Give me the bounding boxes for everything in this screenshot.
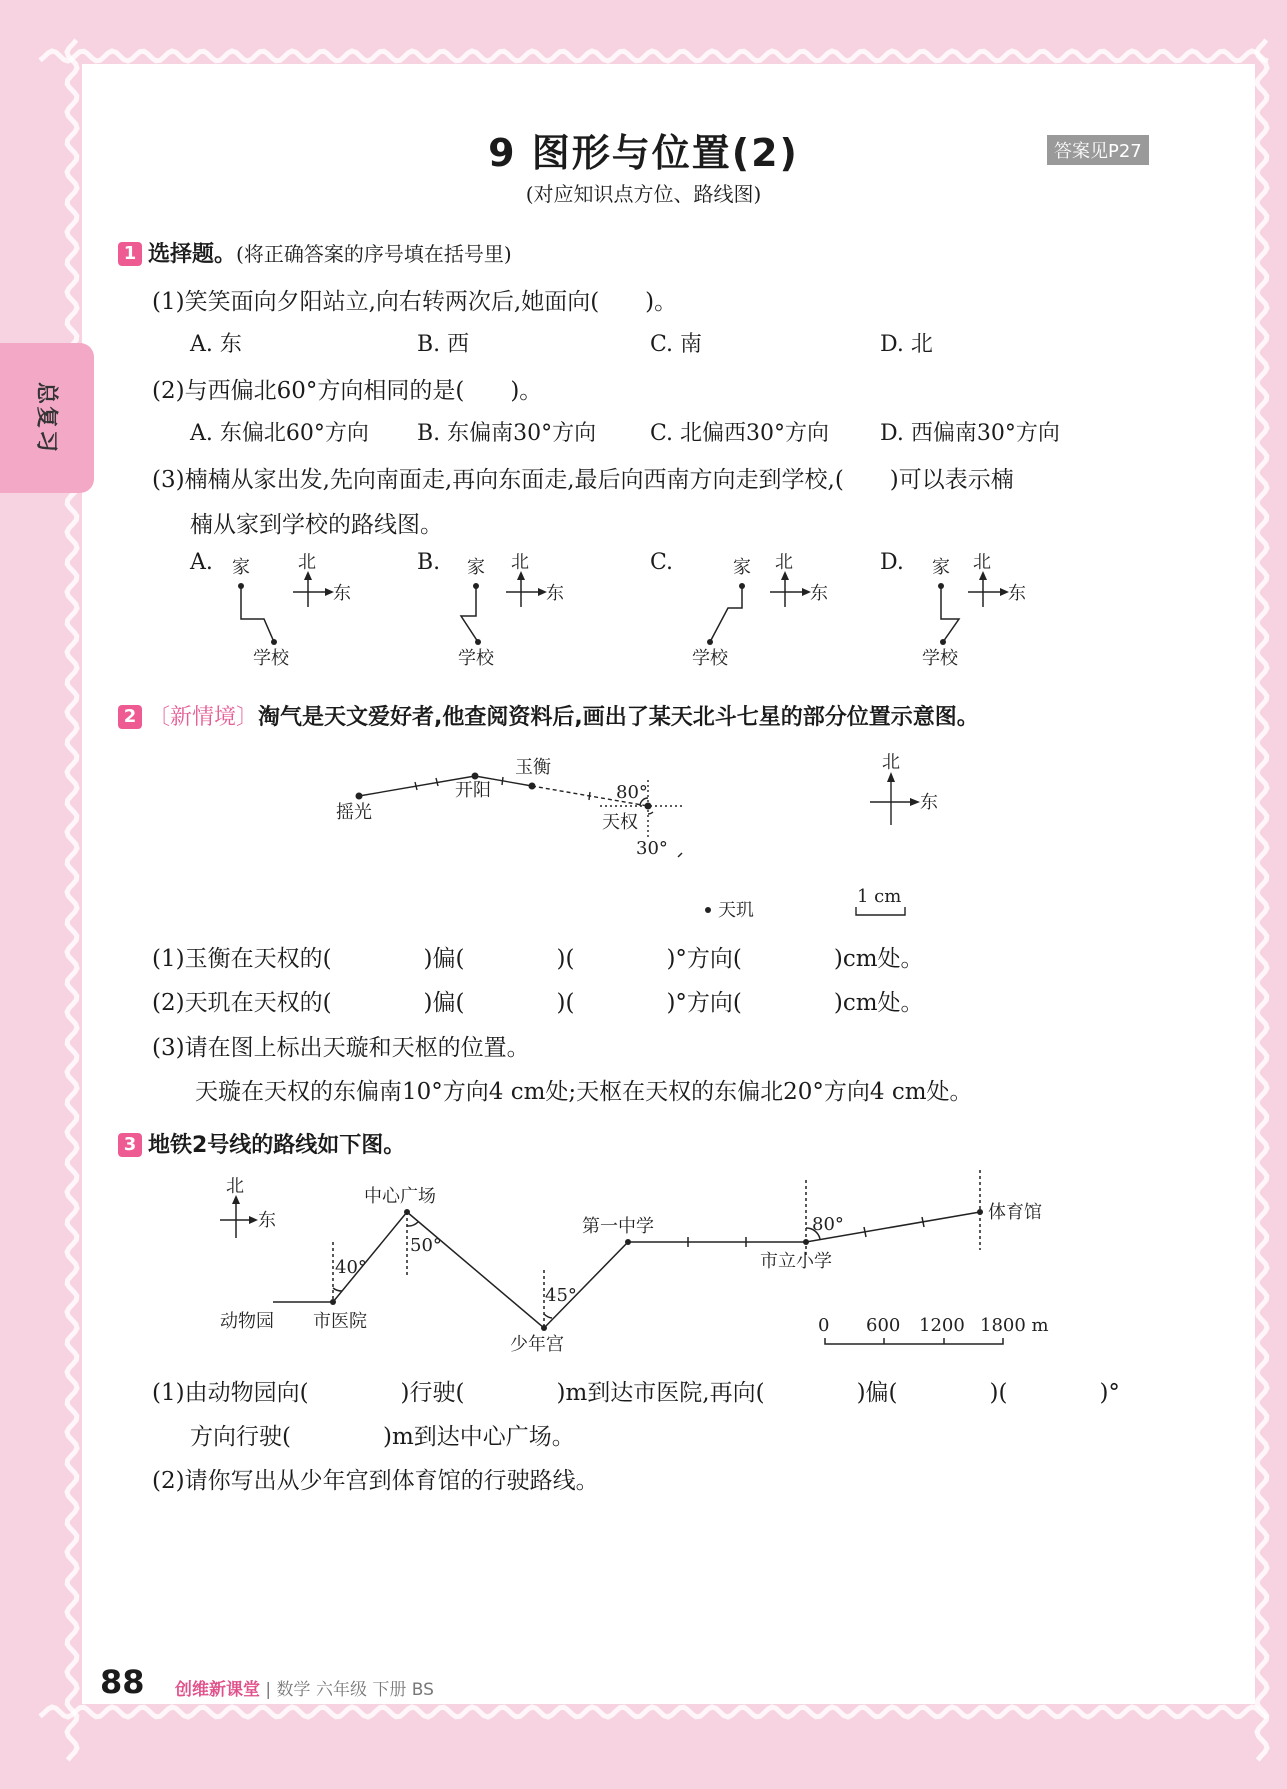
home-label-a: 家 bbox=[232, 557, 250, 578]
station-hospital: 市医院 bbox=[313, 1311, 367, 1332]
compass-d bbox=[968, 577, 1003, 607]
angle-arc-40 bbox=[333, 1288, 342, 1291]
footer-subject: | 数学 六年级 下册 BS bbox=[265, 1680, 434, 1700]
east-label-c: 东 bbox=[810, 583, 828, 604]
home-label-d: 家 bbox=[932, 557, 950, 578]
scale-label-1800: 1800 m bbox=[980, 1315, 1049, 1336]
q3-item1: (1)由动物园向( )行驶( )m到达市医院,再向( )偏( )( )° bbox=[152, 1380, 1120, 1406]
tianji-direction-stub bbox=[678, 853, 682, 857]
q1-title: 选择题。 bbox=[148, 242, 237, 267]
north-label-d: 北 bbox=[973, 552, 991, 573]
q2-scale-bar bbox=[856, 907, 905, 915]
q1-item2-option-a: A. 东偏北60°方向 bbox=[190, 421, 369, 446]
q1-item1-option-d: D. 北 bbox=[880, 332, 933, 357]
q1-item1-option-a: A. 东 bbox=[190, 332, 242, 357]
q2-compass-east: 东 bbox=[920, 792, 938, 813]
scale-label-0: 0 bbox=[818, 1315, 830, 1336]
q1-item3-text: (3)楠楠从家出发,先向南面走,再向东面走,最后向西南方向走到学校,( )可以表示楠 bbox=[152, 467, 1014, 493]
q2-number-badge: 2 bbox=[118, 705, 142, 729]
q1-item2-option-b: B. 东偏南30°方向 bbox=[417, 421, 597, 446]
star-kaiyang-label: 开阳 bbox=[455, 780, 491, 801]
star-yuheng-label: 玉衡 bbox=[515, 757, 551, 778]
q3-number-badge: 3 bbox=[118, 1133, 142, 1157]
angle-80-label-q3: 80° bbox=[812, 1214, 844, 1235]
q2-heading bbox=[118, 700, 979, 731]
route-line-d bbox=[941, 586, 959, 642]
star-tianquan-label: 天权 bbox=[602, 812, 638, 833]
footer-info bbox=[175, 1675, 434, 1700]
q2-item1: (1)玉衡在天权的( )偏( )( )°方向( )cm处。 bbox=[152, 946, 924, 972]
north-label-c: 北 bbox=[775, 552, 793, 573]
q1-item1-option-b: B. 西 bbox=[417, 332, 470, 357]
page-subtitle: (对应知识点方位、路线图) bbox=[525, 182, 762, 206]
q2-item2: (2)天玑在天权的( )偏( )( )°方向( )cm处。 bbox=[152, 990, 924, 1016]
compass-c bbox=[770, 577, 805, 607]
q1-item1-option-c: C. 南 bbox=[650, 332, 703, 357]
north-label-b: 北 bbox=[511, 552, 529, 573]
q3-title: 地铁2号线的路线如下图。 bbox=[148, 1133, 406, 1158]
home-label-c: 家 bbox=[733, 557, 751, 578]
q1-item3-option-d: D. bbox=[880, 550, 904, 575]
compass-a bbox=[293, 577, 328, 607]
route-line-c bbox=[710, 586, 742, 642]
q3-item2: (2)请你写出从少年宫到体育馆的行驶路线。 bbox=[152, 1468, 599, 1494]
q1-heading bbox=[118, 237, 512, 268]
q2-compass-north: 北 bbox=[882, 752, 900, 773]
q1-item3-option-a: A. bbox=[190, 550, 213, 575]
q2-item3: (3)请在图上标出天璇和天枢的位置。 bbox=[152, 1035, 530, 1061]
station-plaza: 中心广场 bbox=[364, 1186, 436, 1207]
q1-item2-text: (2)与西偏北60°方向相同的是( )。 bbox=[152, 378, 543, 404]
q1-route-diagrams bbox=[0, 540, 1287, 680]
angle-50-label: 50° bbox=[410, 1235, 442, 1256]
station-primary-school: 市立小学 bbox=[760, 1251, 832, 1272]
star-yaoguang-label: 摇光 bbox=[336, 802, 372, 823]
q1-item3-text-cont: 楠从家到学校的路线图。 bbox=[190, 512, 443, 538]
angle-arc-50 bbox=[407, 1222, 418, 1226]
angle-40-label: 40° bbox=[335, 1257, 367, 1278]
q1-item2-option-c: C. 北偏西30°方向 bbox=[650, 421, 830, 446]
footer-brand: 创维新课堂 bbox=[175, 1680, 260, 1700]
page-number: 88 bbox=[100, 1663, 145, 1701]
q2-tag: 〔新情境〕 bbox=[148, 705, 259, 730]
route-line-b bbox=[461, 586, 478, 642]
page-title: 9 图形与位置(2) bbox=[488, 131, 799, 175]
q1-note: (将正确答案的序号填在括号里) bbox=[236, 242, 512, 266]
q3-compass-east: 东 bbox=[258, 1210, 276, 1231]
side-tab bbox=[0, 343, 94, 493]
angle-80-label: 80° bbox=[616, 782, 648, 803]
q2-title: 淘气是天文爱好者,他查阅资料后,画出了某天北斗七星的部分位置示意图。 bbox=[258, 705, 979, 730]
school-label-b: 学校 bbox=[458, 648, 494, 669]
station-youth-palace: 少年宫 bbox=[510, 1334, 564, 1355]
station-stadium: 体育馆 bbox=[988, 1202, 1042, 1223]
q3-heading bbox=[118, 1128, 405, 1159]
q1-item3-option-c: C. bbox=[650, 550, 674, 575]
q3-subway-diagram bbox=[0, 1160, 1287, 1360]
angle-45-label: 45° bbox=[545, 1285, 577, 1306]
angle-arc-30 bbox=[648, 812, 653, 814]
q1-item1-text: (1)笑笑面向夕阳站立,向右转两次后,她面向( )。 bbox=[152, 289, 678, 315]
q2-compass bbox=[870, 780, 913, 825]
north-label-a: 北 bbox=[298, 552, 316, 573]
star-tianji-label: 天玑 bbox=[718, 900, 754, 921]
q3-compass-north: 北 bbox=[226, 1176, 244, 1197]
q1-item3-option-b: B. bbox=[417, 550, 441, 575]
answer-reference-badge: 答案见P27 bbox=[1047, 135, 1149, 165]
school-label-c: 学校 bbox=[692, 648, 728, 669]
route-line-a bbox=[241, 586, 274, 642]
east-label-d: 东 bbox=[1008, 583, 1026, 604]
angle-arc-45 bbox=[544, 1314, 552, 1318]
q1-number-badge: 1 bbox=[118, 242, 142, 266]
q3-compass bbox=[220, 1202, 252, 1238]
q2-item3-detail: 天璇在天权的东偏南10°方向4 cm处;天枢在天权的东偏北20°方向4 cm处。 bbox=[195, 1079, 973, 1105]
side-tab-label: 总复习 bbox=[33, 381, 59, 455]
q2-scale-label: 1 cm bbox=[857, 886, 902, 907]
compass-b bbox=[506, 577, 541, 607]
home-label-b: 家 bbox=[467, 557, 485, 578]
q2-star-diagram bbox=[0, 740, 1287, 930]
scale-label-600: 600 bbox=[866, 1315, 901, 1336]
station-middle-school: 第一中学 bbox=[582, 1216, 654, 1237]
school-label-a: 学校 bbox=[253, 648, 289, 669]
station-zoo: 动物园 bbox=[220, 1311, 274, 1332]
east-label-a: 东 bbox=[333, 583, 351, 604]
q3-item1-cont: 方向行驶( )m到达中心广场。 bbox=[190, 1424, 575, 1450]
q3-scale-bar bbox=[825, 1338, 1003, 1344]
angle-30-label: 30° bbox=[636, 838, 668, 859]
school-label-d: 学校 bbox=[922, 648, 958, 669]
q1-item2-option-d: D. 西偏南30°方向 bbox=[880, 421, 1060, 446]
east-label-b: 东 bbox=[546, 583, 564, 604]
scale-label-1200: 1200 bbox=[919, 1315, 965, 1336]
